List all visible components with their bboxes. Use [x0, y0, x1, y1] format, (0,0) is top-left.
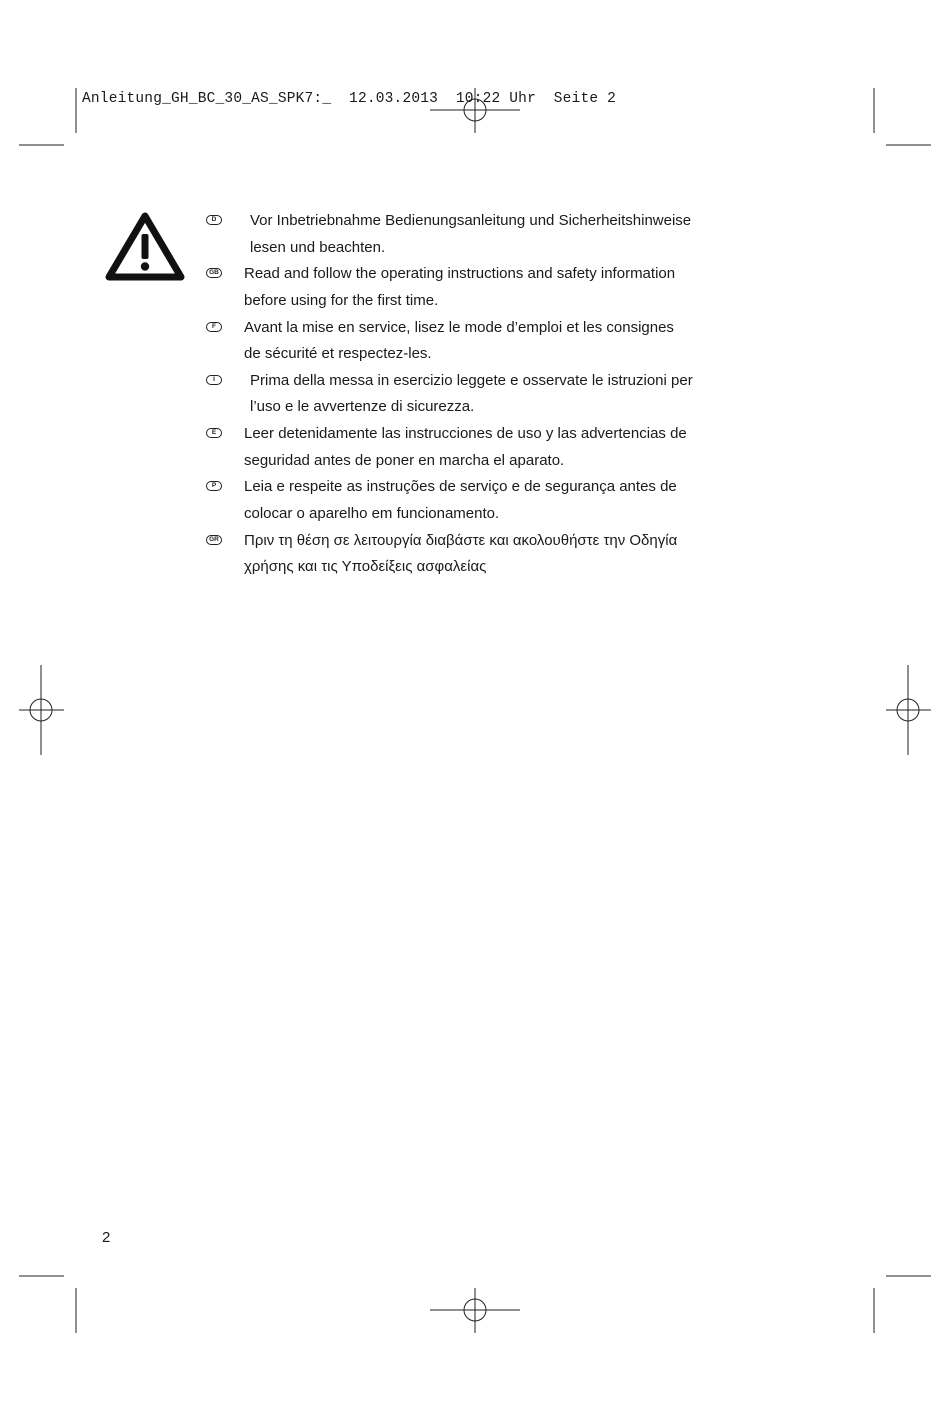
text-line: colocar o aparelho em funcionamento. [244, 505, 500, 523]
language-code-badge: GR [206, 535, 222, 545]
language-text [244, 474, 677, 527]
language-item-de [204, 208, 724, 261]
text-line: lesen und beachten. [250, 238, 386, 256]
language-text [250, 368, 693, 421]
language-code-badge: P [206, 481, 222, 491]
text-line: Leer detenidamente las instrucciones de uso y las advertencias de [244, 425, 687, 443]
print-header: Anleitung_GH_BC_30_AS_SPK7:_ 12.03.2013 10:22 Uhr Seite 2 [82, 91, 617, 107]
language-item-p [204, 474, 724, 527]
language-text [244, 261, 675, 314]
page-number: 2 [102, 1229, 111, 1246]
language-item-i [204, 368, 724, 421]
language-item-gb [204, 261, 724, 314]
language-item-f [204, 315, 724, 368]
language-code-badge: GB [206, 268, 222, 278]
text-line: before using for the first time. [244, 291, 439, 309]
language-text [250, 208, 691, 261]
language-code-badge: F [206, 322, 222, 332]
language-item-gr [204, 528, 724, 581]
text-line: χρήσης και τις Υποδείξεις ασφαλείας [244, 558, 487, 576]
language-text [244, 421, 687, 474]
text-line: Leia e respeite as instruções de serviço e de segurança antes de [244, 478, 677, 496]
text-line: Prima della messa in esercizio leggete e osservate le istruzioni per [250, 371, 693, 389]
language-code-badge: I [206, 375, 222, 385]
warning-triangle-icon [104, 210, 186, 282]
text-line: l’uso e le avvertenze di sicurezza. [250, 398, 475, 416]
text-line: Avant la mise en service, lisez le mode d’emploi et les consignes [244, 318, 674, 336]
text-line: Πριν τη θέση σε λειτουργία διαβάστε και ακολουθήστε την Οδηγία [244, 531, 678, 549]
language-text [244, 528, 677, 581]
text-line: seguridad antes de poner en marcha el aparato. [244, 451, 565, 469]
text-line: de sécurité et respectez-les. [244, 345, 432, 363]
language-list [204, 208, 724, 581]
text-line: Vor Inbetriebnahme Bedienungsanleitung und Sicherheitshinweise [250, 212, 692, 229]
text-line: Read and follow the operating instructions and safety information [244, 265, 676, 283]
language-code-badge: E [206, 428, 222, 438]
language-item-e [204, 421, 724, 474]
language-code-badge: D [206, 215, 222, 225]
language-text [244, 315, 674, 368]
